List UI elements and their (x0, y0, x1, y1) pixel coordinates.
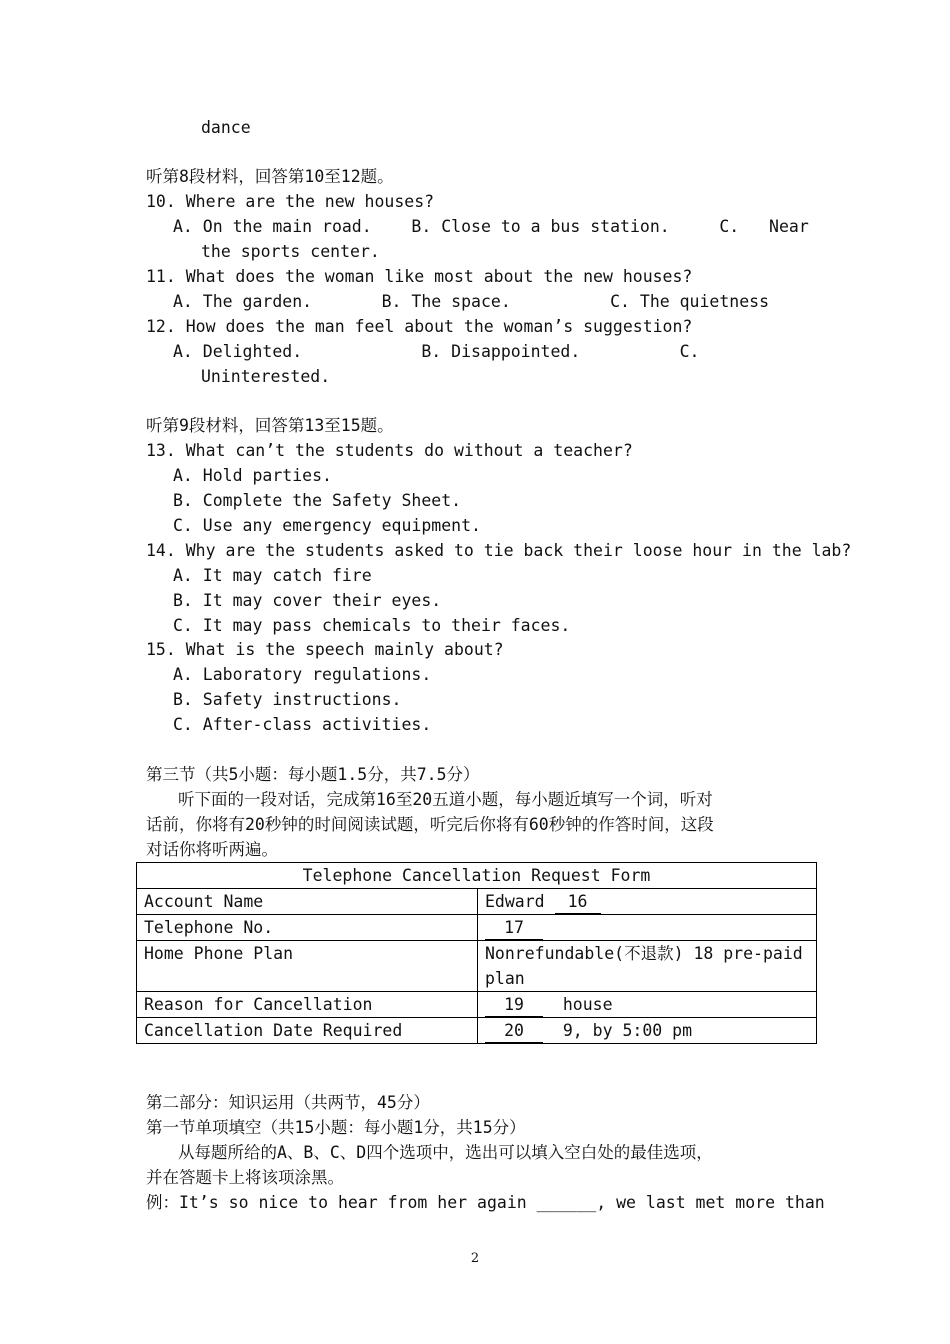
part2-instructions-1: 从每题所给的A、B、C、D四个选项中，选出可以填入空白处的最佳选项， (178, 1143, 713, 1162)
q12-stem: 12. How does the man feel about the woman’s suggestion? (146, 317, 693, 336)
q14-option-a: A. It may catch fire (173, 566, 372, 585)
form-title: Telephone Cancellation Request Form (137, 863, 817, 889)
form-label: Reason for Cancellation (137, 992, 478, 1018)
part3-instructions-2: 话前，你将有20秒钟的时间阅读试题，听完后你将有60秒钟的作答时间，这段 (146, 815, 714, 834)
q15-option-a: A. Laboratory regulations. (173, 665, 432, 684)
section8-header: 听第8段材料，回答第10至12题。 (146, 167, 394, 186)
table-row (137, 941, 817, 992)
value-suffix: house (543, 995, 613, 1014)
q11-stem: 11. What does the woman like most about the new houses? (146, 267, 693, 286)
form-value (478, 1018, 817, 1044)
example-sentence: 例：It’s so nice to hear from her again ______, we last met more than (146, 1193, 825, 1212)
q12-options-cont: Uninterested. (201, 367, 331, 386)
part2-instructions-2: 并在答题卡上将该项涂黑。 (146, 1168, 344, 1187)
continued-option-text: dance (201, 118, 251, 137)
part2-subheader: 第一节单项填空（共15小题：每小题1分，共15分） (146, 1118, 526, 1137)
value-prefix: Edward (485, 892, 555, 911)
q12-options: A. Delighted. B. Disappointed. C. (173, 342, 700, 361)
answer-blank-17: 17 (485, 917, 543, 940)
form-label: Home Phone Plan (137, 941, 478, 992)
form-label: Cancellation Date Required (137, 1018, 478, 1044)
form-label: Telephone No. (137, 915, 478, 941)
cancellation-form-table (136, 862, 817, 1044)
q13-stem: 13. What can’t the students do without a teacher? (146, 441, 633, 460)
form-value (478, 915, 817, 941)
table-row (137, 992, 817, 1018)
q13-option-b: B. Complete the Safety Sheet. (173, 491, 462, 510)
part3-instructions-1: 听下面的一段对话，完成第16至20五道小题，每小题近填写一个词，听对 (178, 790, 713, 809)
q10-stem: 10. Where are the new houses? (146, 192, 435, 211)
q15-stem: 15. What is the speech mainly about? (146, 640, 504, 659)
table-row (137, 889, 817, 915)
form-value (478, 889, 817, 915)
value-line-2: plan (485, 969, 525, 988)
table-row (137, 915, 817, 941)
value-suffix: 9, by 5:00 pm (543, 1021, 693, 1040)
q13-option-a: A. Hold parties. (173, 466, 332, 485)
part2-header: 第二部分：知识运用（共两节，45分） (146, 1093, 430, 1112)
q14-stem: 14. Why are the students asked to tie back their loose hour in the lab? (146, 541, 852, 560)
form-label: Account Name (137, 889, 478, 915)
part3-instructions-3: 对话你将听两遍。 (146, 840, 278, 859)
q10-options-cont: the sports center. (201, 242, 380, 261)
q14-option-c: C. It may pass chemicals to their faces. (173, 616, 571, 635)
part3-header: 第三节（共5小题：每小题1.5分，共7.5分） (146, 765, 480, 784)
section9-header: 听第9段材料，回答第13至15题。 (146, 416, 394, 435)
answer-blank-19: 19 (485, 994, 543, 1017)
table-row (137, 1018, 817, 1044)
q13-option-c: C. Use any emergency equipment. (173, 516, 481, 535)
page-number: 2 (470, 1251, 480, 1266)
answer-blank-20: 20 (485, 1020, 543, 1043)
answer-blank-16: 16 (555, 891, 601, 914)
q10-options: A. On the main road. B. Close to a bus station. C. Near (173, 217, 809, 236)
value-line-1: Nonrefundable(不退款) 18 pre-paid (485, 944, 803, 963)
q11-options: A. The garden. B. The space. C. The quietness (173, 292, 770, 311)
q14-option-b: B. It may cover their eyes. (173, 591, 442, 610)
form-value (478, 941, 817, 992)
q15-option-c: C. After-class activities. (173, 715, 432, 734)
form-value (478, 992, 817, 1018)
q15-option-b: B. Safety instructions. (173, 690, 402, 709)
